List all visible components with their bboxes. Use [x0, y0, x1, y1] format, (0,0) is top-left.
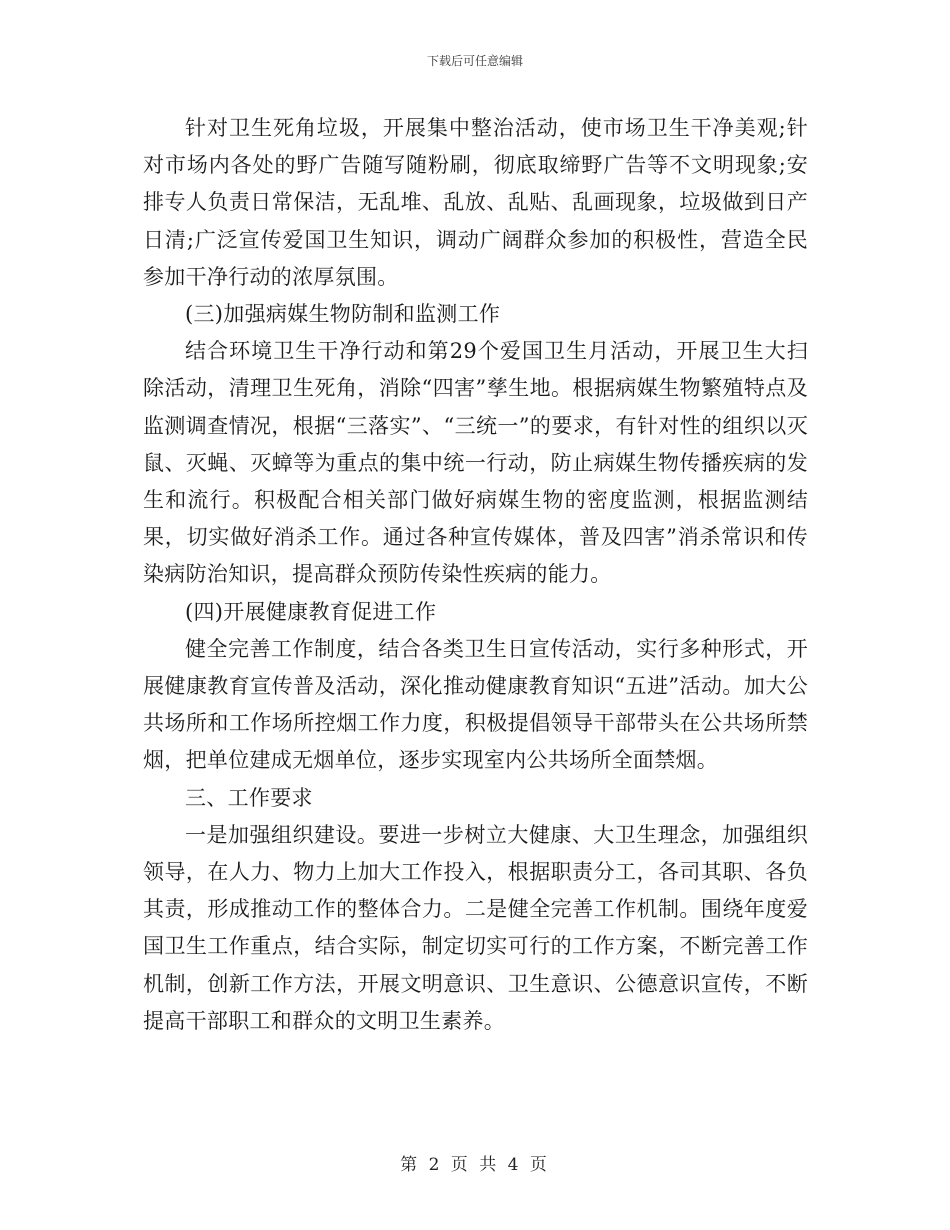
paragraph: 结合环境卫生干净行动和第29个爱国卫生月活动，开展卫生大扫除活动，清理卫生死角，消除“四害”孳生地。根据病媒生物繁殖特点及监测调查情况，根据“三落实”、“三统一”的要求，有针对性的组织以灭鼠、灭蝇、灭蟑等为重点的集中统一行动，防止病媒生物传播疾病的发生和流行。积极配合相关部门做好病媒生物的密度监测，根据监测结果，切实做好消杀工作。通过各种宣传媒体，普及四害”消杀常识和传染病防治知识，提高群众预防传染性疾病的能力。 — [143, 339, 808, 587]
page-footer: 第 2 页 共 4 页 — [400, 1155, 550, 1175]
document-body — [143, 110, 808, 1040]
section-heading: (四)开展健康教育促进工作 — [185, 599, 437, 624]
paragraph: 健全完善工作制度，结合各类卫生日宣传活动，实行多种形式，开展健康教育宣传普及活动，深化推动健康教育知识“五进”活动。加大公共场所和工作场所控烟工作力度，积极提倡领导干部带头在公共场所禁烟，把单位建成无烟单位，逐步实现室内公共场所全面禁烟。 — [143, 636, 808, 773]
section-heading: 三、工作要求 — [185, 785, 313, 810]
page-header: 下载后可任意编辑 — [426, 54, 523, 68]
section-heading: (三)加强病媒生物防制和监测工作 — [185, 302, 501, 327]
paragraph: 针对卫生死角垃圾，开展集中整治活动，使市场卫生干净美观;针对市场内各处的野广告随写随粉刷，彻底取缔野广告等不文明现象;安排专人负责日常保洁，无乱堆、乱放、乱贴、乱画现象，垃圾做到日产日清;广泛宣传爱国卫生知识，调动广阔群众参加的积极性，营造全民参加干净行动的浓厚氛围。 — [143, 116, 808, 289]
paragraph: 一是加强组织建设。要进一步树立大健康、大卫生理念，加强组织领导，在人力、物力上加大工作投入，根据职责分工，各司其职、各负其责，形成推动工作的整体合力。二是健全完善工作机制。围绕年度爱国卫生工作重点，结合实际，制定切实可行的工作方案，不断完善工作机制，创新工作方法，开展文明意识、卫生意识、公德意识宣传，不断提高干部职工和群众的文明卫生素养。 — [143, 822, 808, 1033]
